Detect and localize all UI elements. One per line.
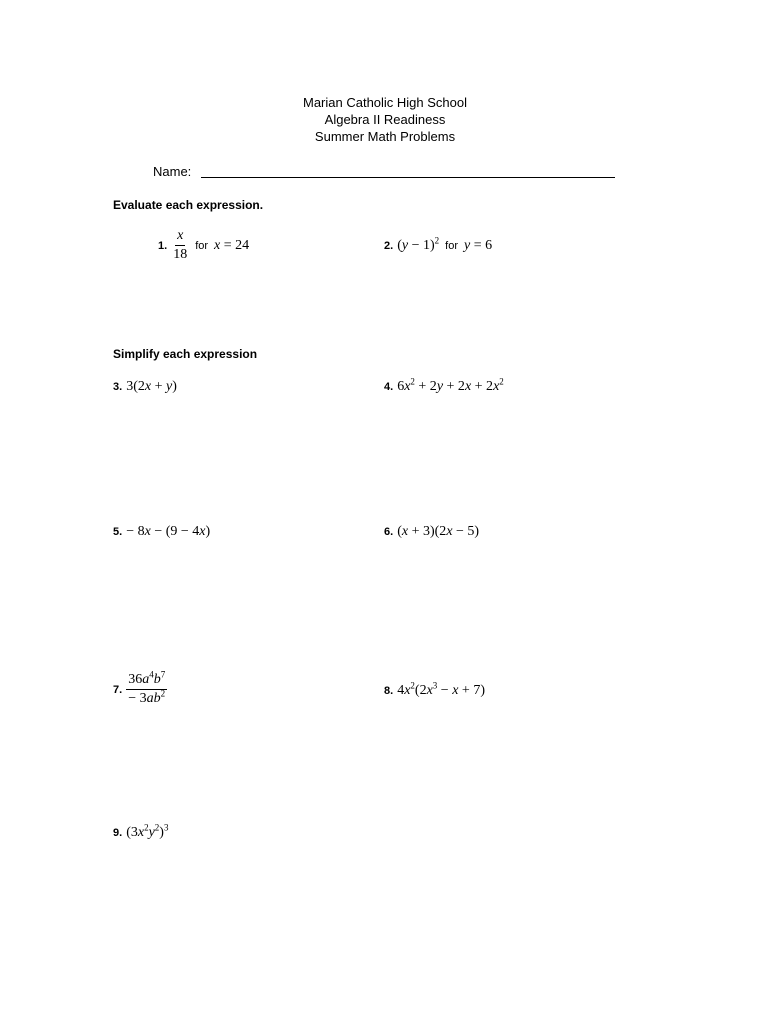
problem-9 [113,822,169,841]
math-expression: x = 24 [214,237,250,253]
fraction-monomial-quotient: $\frac{36a^4b^7}{- 3ab^2}$ [128,669,166,706]
math-expression: y = 6 [463,238,493,253]
section-simplify-heading: Simplify each expression [113,347,258,361]
problem-number: 2. [384,240,394,252]
math-expression: 3(2x + y) [126,379,177,394]
name-field[interactable] [153,164,615,182]
problem-7 [113,669,167,707]
problem-number: 5. [113,526,123,538]
school-name: Marian Catholic High School [302,95,468,110]
math-expression: $(3x^2y^2)^3$ [126,822,169,840]
problem-number: 1. [158,239,168,252]
problem-3 [113,379,177,395]
problem-5 [113,524,210,540]
math-expression: (x + 3)(2x − 5) [397,524,480,539]
name-blank-line[interactable] [201,177,615,178]
for-label: for [195,239,209,252]
name-label: Name: [153,164,192,179]
problem-number: 6. [384,526,394,538]
problem-number: 3. [113,381,123,393]
problem-6 [384,524,479,540]
course-name: Algebra II Readiness [324,112,446,127]
fraction-x-over-18: $\frac{x}{18}$ [173,228,188,262]
problem-2 [384,235,493,254]
math-expression: $6x^2 + 2y + 2x + 2x^2$ [397,376,504,394]
problem-1 [158,228,249,263]
problem-number: 8. [384,685,394,697]
problem-8 [384,680,485,699]
section-evaluate-heading: Evaluate each expression. [113,198,264,212]
worksheet-title: Summer Math Problems [314,129,456,144]
problem-number: 9. [113,827,123,839]
problem-number: 4. [384,381,394,393]
for-label: for [445,240,458,252]
math-expression: − 8x − (9 − 4x) [126,524,211,539]
math-expression: $4x^2(2x^3 - x + 7)$ [397,680,485,698]
math-expression: $(y - 1)^2$ [397,235,440,253]
problem-number: 7. [113,683,123,696]
problem-4 [384,376,504,395]
